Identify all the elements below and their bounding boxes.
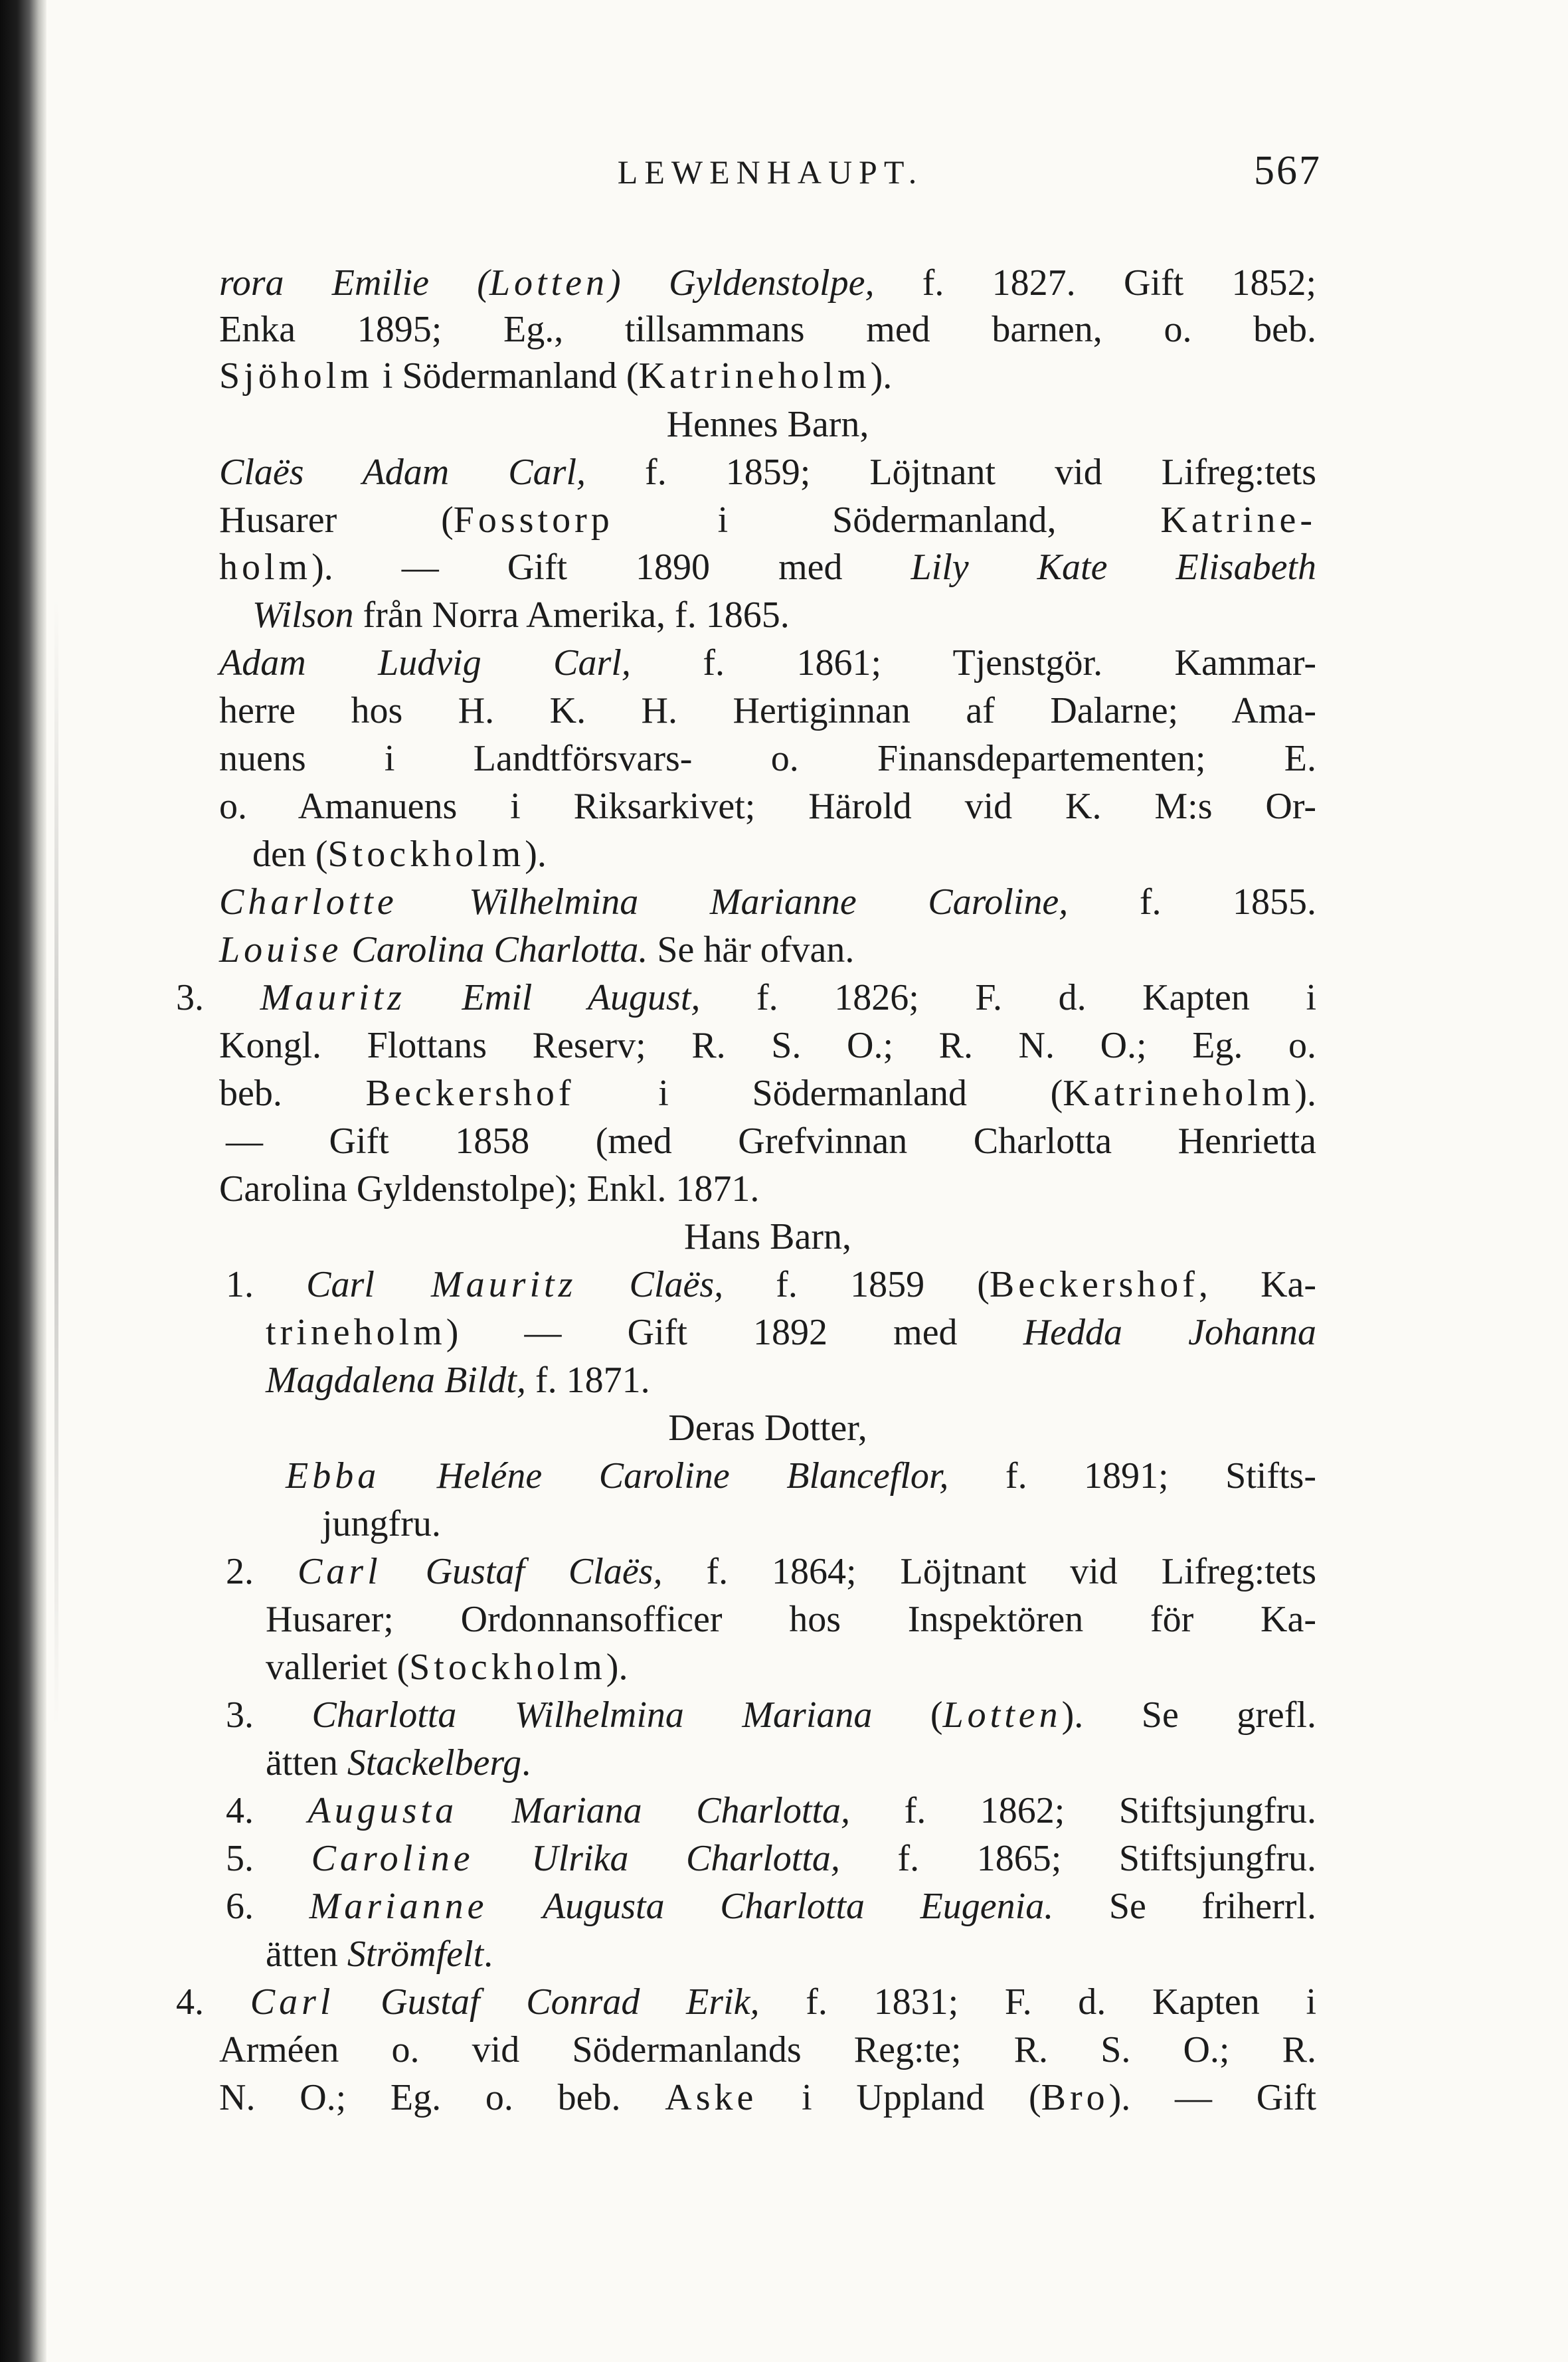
text-run: Claës Adam Carl, bbox=[219, 452, 586, 493]
text-run: ). bbox=[606, 1647, 628, 1688]
text-run: 2. bbox=[226, 1551, 298, 1592]
text-run: i Södermanland ( bbox=[574, 1073, 1063, 1114]
text-line bbox=[252, 592, 790, 638]
text-run: f. 1831; F. d. Kapten i bbox=[759, 1981, 1317, 2023]
text-run: Magdalena Bildt, bbox=[266, 1360, 526, 1401]
text-run: valleriet ( bbox=[266, 1647, 410, 1688]
text-run: Katrineholm bbox=[1063, 1073, 1295, 1114]
text-line bbox=[226, 1262, 1316, 1307]
text-run: ). — Gift 1890 med bbox=[311, 547, 911, 588]
text-run: Carl bbox=[297, 1551, 382, 1592]
text-run: Fosstorp bbox=[453, 500, 614, 541]
text-run: Stockholm bbox=[409, 1647, 606, 1688]
text-run: , Ka- bbox=[1198, 1264, 1317, 1305]
text-run: Sjöholm bbox=[219, 355, 373, 397]
gutter-shadow bbox=[54, 598, 58, 1727]
text-run: ). Se grefl. bbox=[1061, 1694, 1316, 1736]
text-line bbox=[226, 1836, 1316, 1881]
running-head: LEWENHAUPT. bbox=[617, 153, 924, 191]
text-line: Husarer; Ordonnansofficer hos Inspektören för Ka- bbox=[266, 1599, 1316, 1640]
text-run: 4. bbox=[176, 1981, 250, 2023]
text-line bbox=[219, 2075, 1316, 2120]
text-line bbox=[219, 260, 1316, 306]
text-run: beb. bbox=[219, 1073, 366, 1114]
text-line: Arméen o. vid Södermanlands Reg:te; R. S. O.; R. bbox=[219, 2029, 1316, 2070]
text-run: Mauritz bbox=[374, 1264, 577, 1305]
text-line bbox=[266, 1932, 493, 1977]
text-line bbox=[219, 879, 1316, 925]
text-run: Gustaf Claës, bbox=[381, 1551, 663, 1592]
text-run: 1. bbox=[226, 1264, 307, 1305]
text-run: Mariana Charlotta, bbox=[458, 1790, 851, 1831]
text-run: N. O.; Eg. o. beb. bbox=[219, 2077, 665, 2118]
text-run: Claës, bbox=[576, 1264, 724, 1305]
text-line bbox=[286, 1453, 1316, 1499]
text-run: ). — Gift bbox=[1108, 2077, 1317, 2118]
text-line bbox=[176, 1979, 1316, 2025]
text-run: ätten bbox=[266, 1742, 347, 1783]
text-run: Heléne Caroline Blanceflor, bbox=[380, 1455, 949, 1497]
page-header bbox=[219, 148, 1322, 199]
text-line bbox=[226, 1884, 1316, 1929]
text-run: f. 1871. bbox=[525, 1360, 650, 1401]
text-line: o. Amanuens i Riksarkivet; Härold vid K. M:s Or- bbox=[219, 786, 1316, 827]
text-line bbox=[219, 450, 1316, 495]
text-run: Wilhelmina Marianne Caroline, bbox=[397, 881, 1069, 923]
text-run: Mauritz bbox=[260, 977, 406, 1018]
text-line bbox=[226, 1692, 1316, 1738]
text-run: f. 1855. bbox=[1068, 881, 1316, 923]
text-run: ) Gyldenstolpe, bbox=[608, 262, 875, 304]
text-run: Marianne bbox=[309, 1886, 488, 1927]
text-line: Hans Barn, bbox=[684, 1216, 851, 1257]
text-run: ätten bbox=[266, 1934, 347, 1975]
text-run: Lily Kate Elisabeth bbox=[911, 547, 1316, 588]
text-run: f. 1865; Stiftsjungfru. bbox=[839, 1838, 1317, 1879]
text-run: 5. bbox=[226, 1838, 311, 1879]
text-line bbox=[219, 498, 1316, 543]
text-run: Charlotte bbox=[219, 881, 398, 923]
text-run: f. 1859 ( bbox=[723, 1264, 990, 1305]
text-line: Deras Dotter, bbox=[668, 1408, 867, 1449]
text-run: 3. bbox=[226, 1694, 312, 1736]
text-run: f. 1862; Stiftsjungfru. bbox=[850, 1790, 1316, 1831]
text-run: Adam Ludvig Carl, bbox=[219, 642, 631, 683]
text-run: rora Emilie ( bbox=[219, 262, 489, 304]
text-run: i Södermanland ( bbox=[373, 355, 639, 397]
text-line bbox=[219, 640, 1316, 685]
text-run: Hedda Johanna bbox=[1023, 1312, 1316, 1353]
text-line bbox=[219, 927, 854, 972]
text-run: 3. bbox=[176, 977, 260, 1018]
text-line: Carolina Gyldenstolpe); Enkl. 1871. bbox=[219, 1168, 760, 1210]
text-run: f. 1827. Gift 1852; bbox=[874, 262, 1317, 304]
text-run: Strömfelt bbox=[347, 1934, 484, 1975]
text-run: ( bbox=[872, 1694, 943, 1736]
text-run: holm bbox=[219, 547, 312, 588]
text-run: Augusta bbox=[307, 1790, 458, 1831]
text-run: Bro bbox=[1041, 2077, 1109, 2118]
text-run: ) — Gift 1892 med bbox=[446, 1312, 1023, 1353]
text-line: herre hos H. K. H. Hertiginnan af Dalarne; Ama- bbox=[219, 690, 1316, 731]
text-run: Stockholm bbox=[327, 834, 525, 875]
text-run: Augusta Charlotta Eugenia. bbox=[487, 1886, 1054, 1927]
text-run: Beckershof bbox=[989, 1264, 1199, 1305]
book-spine-shadow bbox=[0, 0, 46, 2362]
text-run: f. 1826; F. d. Kapten i bbox=[700, 977, 1317, 1018]
text-run: Katrineholm bbox=[638, 355, 871, 397]
text-line bbox=[219, 353, 892, 399]
text-run: den ( bbox=[252, 834, 328, 875]
page-number: 567 bbox=[1254, 148, 1322, 193]
text-run: Charlotta Wilhelmina Mariana bbox=[311, 1694, 873, 1736]
text-run: Carl bbox=[306, 1264, 375, 1305]
text-line bbox=[266, 1645, 628, 1690]
text-line bbox=[266, 1358, 650, 1403]
text-run: Katrine- bbox=[1160, 500, 1316, 541]
text-run: . bbox=[483, 1934, 493, 1975]
text-run: Emil August, bbox=[405, 977, 701, 1018]
text-run: Se friherrl. bbox=[1053, 1886, 1316, 1927]
text-line bbox=[226, 1549, 1316, 1594]
text-run: Wilson bbox=[252, 594, 354, 636]
text-run: i Södermanland, bbox=[613, 500, 1161, 541]
text-run: Ulrika Charlotta, bbox=[474, 1838, 840, 1879]
text-run: trineholm bbox=[266, 1312, 446, 1353]
text-line: Kongl. Flottans Reserv; R. S. O.; R. N. O.; Eg. o. bbox=[219, 1025, 1316, 1066]
text-run: Ebba bbox=[286, 1455, 381, 1497]
text-run: Carl bbox=[250, 1981, 335, 2023]
text-line: Hennes Barn, bbox=[666, 404, 869, 445]
text-run: i Uppland ( bbox=[757, 2077, 1041, 2118]
text-run: Se här ofvan. bbox=[648, 929, 855, 970]
text-run: 6. bbox=[226, 1886, 309, 1927]
text-run: Beckershof bbox=[365, 1073, 575, 1114]
text-line: nuens i Landtförsvars- o. Finansdepartementen; E. bbox=[219, 738, 1316, 779]
text-run: ). bbox=[1294, 1073, 1316, 1114]
text-line: Enka 1895; Eg., tillsammans med barnen, o. beb. bbox=[219, 309, 1316, 350]
text-run: Lotten bbox=[942, 1694, 1062, 1736]
text-line bbox=[176, 975, 1316, 1020]
text-line: — Gift 1858 (med Grefvinnan Charlotta Henrietta bbox=[226, 1121, 1316, 1162]
text-run: f. 1861; Tjenstgör. Kammar- bbox=[630, 642, 1316, 683]
text-run: Carolina Charlotta. bbox=[342, 929, 648, 970]
text-line bbox=[219, 1071, 1316, 1116]
text-line bbox=[266, 1310, 1316, 1355]
text-run: Gustaf Conrad Erik, bbox=[334, 1981, 760, 2023]
text-run: f. 1859; Löjtnant vid Lifreg:tets bbox=[586, 452, 1316, 493]
text-run: f. 1891; Stifts- bbox=[948, 1455, 1316, 1497]
text-run: ). bbox=[525, 834, 547, 875]
text-run: Lotten bbox=[489, 262, 609, 304]
text-line bbox=[226, 1788, 1316, 1833]
text-run: 4. bbox=[226, 1790, 308, 1831]
text-run: Louise bbox=[219, 929, 343, 970]
text-run: . bbox=[521, 1742, 531, 1783]
text-run: ). bbox=[870, 355, 893, 397]
text-line bbox=[219, 545, 1316, 590]
text-line bbox=[266, 1740, 531, 1785]
text-line bbox=[252, 832, 547, 877]
text-run: från Norra Amerika, f. 1865. bbox=[353, 594, 790, 636]
text-run: Aske bbox=[665, 2077, 758, 2118]
text-run: Stackelberg bbox=[347, 1742, 522, 1783]
text-run: Husarer ( bbox=[219, 500, 454, 541]
text-run: f. 1864; Löjtnant vid Lifreg:tets bbox=[662, 1551, 1316, 1592]
text-line: jungfru. bbox=[322, 1503, 441, 1544]
text-run: Caroline bbox=[311, 1838, 474, 1879]
